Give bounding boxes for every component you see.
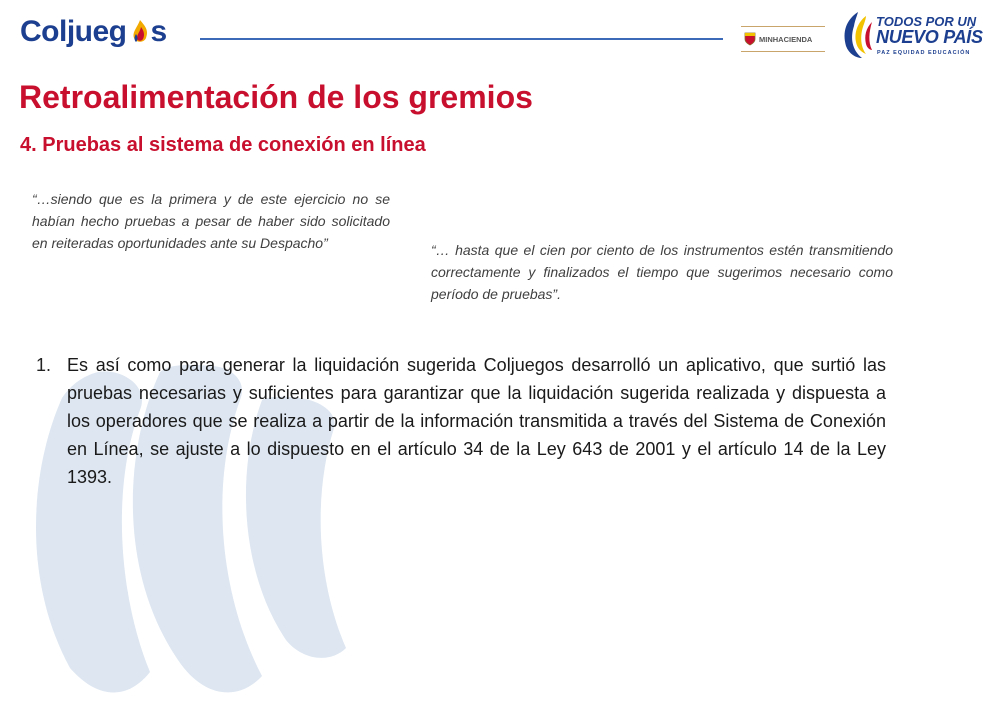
quote-right: “… hasta que el cien por ciento de los instrumentos estén transmitiendo correctamente y finalizados el tiempo que sugerimos necesario como período de pruebas”.	[431, 242, 893, 302]
ministry-label: MINHACIENDA	[759, 34, 813, 44]
minhacienda-logo	[741, 26, 825, 52]
slogan-line-1: TODOS POR UN	[876, 14, 977, 29]
quote-left: “…siendo que es la primera y de este ejercicio no se habían hecho pruebas a pesar de haber sido solicitado en reiteradas oportunidades ante su Despacho”	[32, 191, 390, 251]
header-divider	[200, 38, 723, 40]
colombia-coat-of-arms-icon	[744, 32, 756, 46]
list-item	[36, 351, 886, 491]
section-subtitle: 4. Pruebas al sistema de conexión en línea	[20, 134, 426, 156]
coljuegos-logo	[20, 14, 167, 50]
slogan-line-2: NUEVO PAÍS	[876, 27, 983, 47]
nuevo-pais-flag-icon	[840, 10, 874, 60]
slogan-line-3: PAZ EQUIDAD EDUCACIÓN	[877, 50, 971, 56]
coljuegos-logo-text: Coljueg	[20, 15, 127, 48]
coljuegos-flame-icon	[129, 18, 151, 46]
todos-por-un-nuevo-pais-logo	[840, 10, 983, 62]
page-title: Retroalimentación de los gremios	[19, 79, 533, 115]
list-item-text: Es así como para generar la liquidación sugerida Coljuegos desarrolló un aplicativo, que surtió las pruebas necesarias y suficientes para garantizar que la liquidación sugerida realizada y dispuesta a los operadores que se realiza a partir de la información transmitida a través del Sistema de Conexión en Línea, se ajuste a lo dispuesto en el artículo 34 de la Ley 643 de 2001 y el artículo 14 de la Ley 1393.	[67, 355, 886, 487]
coljuegos-logo-text-tail: s	[150, 15, 167, 48]
list-item-number: 1.	[36, 355, 52, 375]
